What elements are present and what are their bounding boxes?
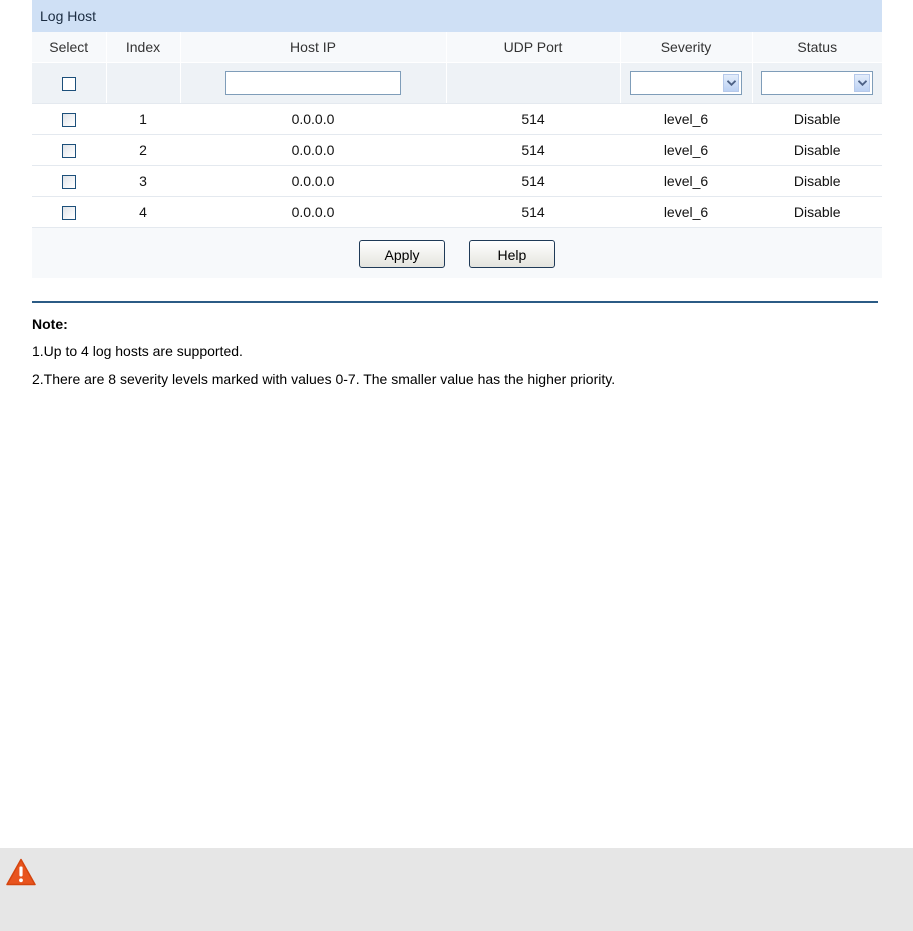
column-header-severity: Severity <box>620 32 752 63</box>
filter-status-cell <box>752 63 882 104</box>
table-row <box>32 104 882 135</box>
button-bar <box>32 240 882 268</box>
row-udp-port: 514 <box>446 135 620 166</box>
row-udp-port: 514 <box>446 104 620 135</box>
table-row <box>32 166 882 197</box>
note-line: 2.There are 8 severity levels marked with values 0-7. The smaller value has the higher priority. <box>32 371 616 387</box>
row-status: Disable <box>752 197 882 228</box>
row-host-ip: 0.0.0.0 <box>180 166 446 197</box>
table-header-row <box>32 32 882 63</box>
row-select-checkbox[interactable] <box>62 113 76 127</box>
row-select-checkbox[interactable] <box>62 206 76 220</box>
filter-severity-cell <box>620 63 752 104</box>
column-header-select: Select <box>32 32 106 63</box>
row-udp-port: 514 <box>446 197 620 228</box>
log-host-panel <box>32 0 882 278</box>
filter-host-ip-cell <box>180 63 446 104</box>
row-status: Disable <box>752 104 882 135</box>
row-severity: level_6 <box>620 197 752 228</box>
column-header-index: Index <box>106 32 180 63</box>
select-all-cell <box>32 63 106 104</box>
section-title: Log Host <box>32 0 882 32</box>
row-severity: level_6 <box>620 166 752 197</box>
warning-triangle-icon <box>6 858 36 886</box>
status-select[interactable] <box>761 71 873 95</box>
column-header-status: Status <box>752 32 882 63</box>
table-row <box>32 135 882 166</box>
host-ip-input[interactable] <box>225 71 401 95</box>
table-row <box>32 197 882 228</box>
filter-row <box>32 63 882 104</box>
row-select-cell <box>32 197 106 228</box>
filter-index-cell <box>106 63 180 104</box>
row-severity: level_6 <box>620 104 752 135</box>
row-host-ip: 0.0.0.0 <box>180 104 446 135</box>
row-select-checkbox[interactable] <box>62 175 76 189</box>
row-select-checkbox[interactable] <box>62 144 76 158</box>
warning-box <box>0 848 913 931</box>
help-button[interactable]: Help <box>469 240 555 268</box>
severity-select[interactable] <box>630 71 742 95</box>
filter-udp-port-cell <box>446 63 620 104</box>
column-header-host-ip: Host IP <box>180 32 446 63</box>
select-all-checkbox[interactable] <box>62 77 76 91</box>
row-status: Disable <box>752 166 882 197</box>
note-title: Note: <box>32 316 68 332</box>
chevron-down-icon[interactable] <box>723 74 739 92</box>
column-header-udp-port: UDP Port <box>446 32 620 63</box>
row-host-ip: 0.0.0.0 <box>180 135 446 166</box>
apply-button[interactable]: Apply <box>359 240 445 268</box>
row-index: 2 <box>106 135 180 166</box>
note-line: 1.Up to 4 log hosts are supported. <box>32 343 243 359</box>
row-select-cell <box>32 166 106 197</box>
row-status: Disable <box>752 135 882 166</box>
divider <box>32 301 878 303</box>
row-udp-port: 514 <box>446 166 620 197</box>
row-index: 1 <box>106 104 180 135</box>
chevron-down-icon[interactable] <box>854 74 870 92</box>
row-select-cell <box>32 135 106 166</box>
row-host-ip: 0.0.0.0 <box>180 197 446 228</box>
row-index: 4 <box>106 197 180 228</box>
row-select-cell <box>32 104 106 135</box>
row-severity: level_6 <box>620 135 752 166</box>
log-host-table <box>32 32 882 228</box>
row-index: 3 <box>106 166 180 197</box>
